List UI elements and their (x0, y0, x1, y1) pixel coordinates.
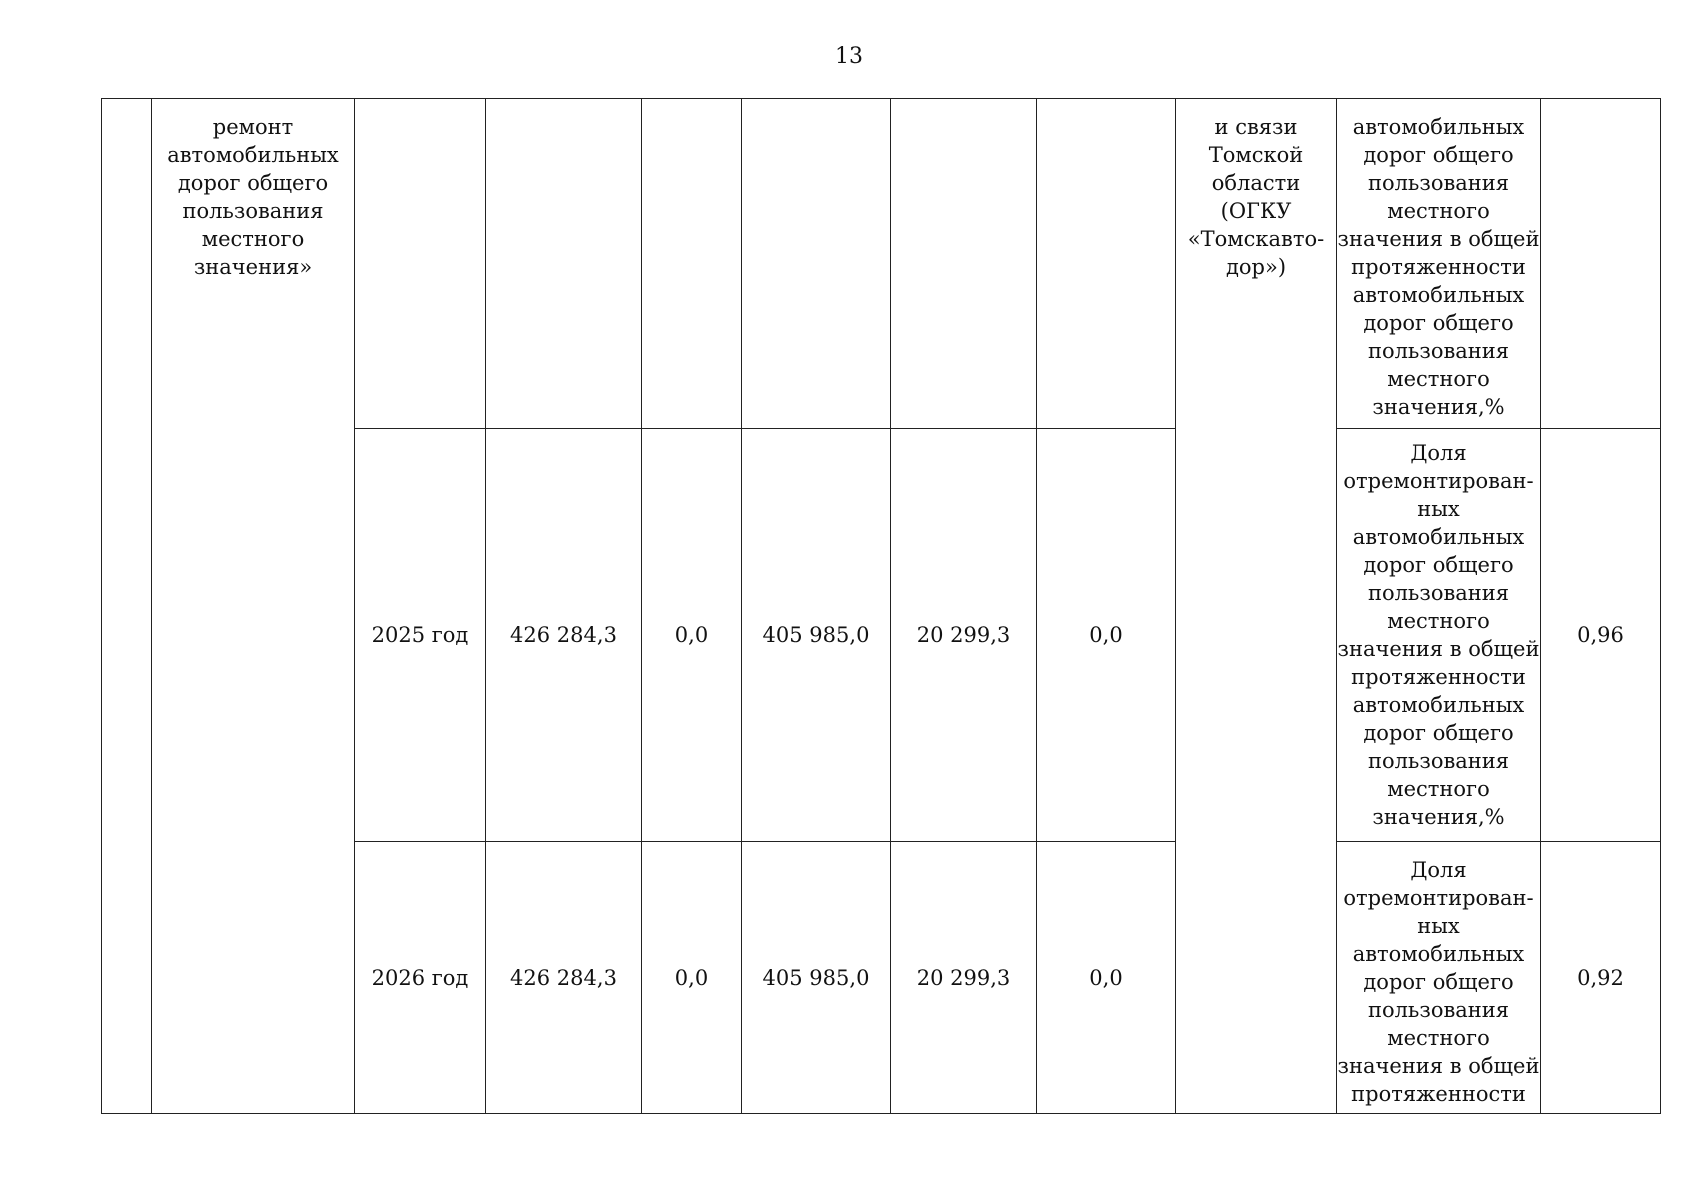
total-cell: 426 284,3 (486, 429, 642, 842)
local-budget-cell (891, 99, 1037, 429)
local-budget-cell: 20 299,3 (891, 429, 1037, 842)
indicator-value-cell: 0,92 (1541, 842, 1661, 1114)
indicator-cell: автомобильных дорог общего пользования местного значения в общей протяженности автомобильных дорог общего пользования местного значения,% (1337, 99, 1541, 429)
program-table (101, 98, 1661, 1114)
regional-budget-cell: 405 985,0 (742, 842, 891, 1114)
event-name-cell: ремонт автомобильных дорог общего пользования местного значения» (152, 99, 355, 1114)
federal-budget-cell: 0,0 (642, 842, 742, 1114)
indicator-value-cell: 0,96 (1541, 429, 1661, 842)
other-sources-cell: 0,0 (1037, 842, 1176, 1114)
local-budget-cell: 20 299,3 (891, 842, 1037, 1114)
row-number-cell (102, 99, 152, 1114)
executor-cell: и связи Томской области (ОГКУ «Томскавто-дор») (1176, 99, 1337, 1114)
other-sources-cell: 0,0 (1037, 429, 1176, 842)
regional-budget-cell (742, 99, 891, 429)
table-row (102, 99, 1661, 429)
federal-budget-cell (642, 99, 742, 429)
indicator-value-cell (1541, 99, 1661, 429)
total-cell (486, 99, 642, 429)
federal-budget-cell: 0,0 (642, 429, 742, 842)
year-cell: 2026 год (355, 842, 486, 1114)
total-cell: 426 284,3 (486, 842, 642, 1114)
year-cell: 2025 год (355, 429, 486, 842)
other-sources-cell (1037, 99, 1176, 429)
year-cell (355, 99, 486, 429)
indicator-cell: Доля отремонтирован-ных автомобильных дорог общего пользования местного значения в общей протяженности (1337, 842, 1541, 1114)
regional-budget-cell: 405 985,0 (742, 429, 891, 842)
page-number: 13 (835, 44, 863, 69)
indicator-cell: Доля отремонтирован-ных автомобильных дорог общего пользования местного значения в общей протяженности автомобильных дорог общего пользования местного значения,% (1337, 429, 1541, 842)
